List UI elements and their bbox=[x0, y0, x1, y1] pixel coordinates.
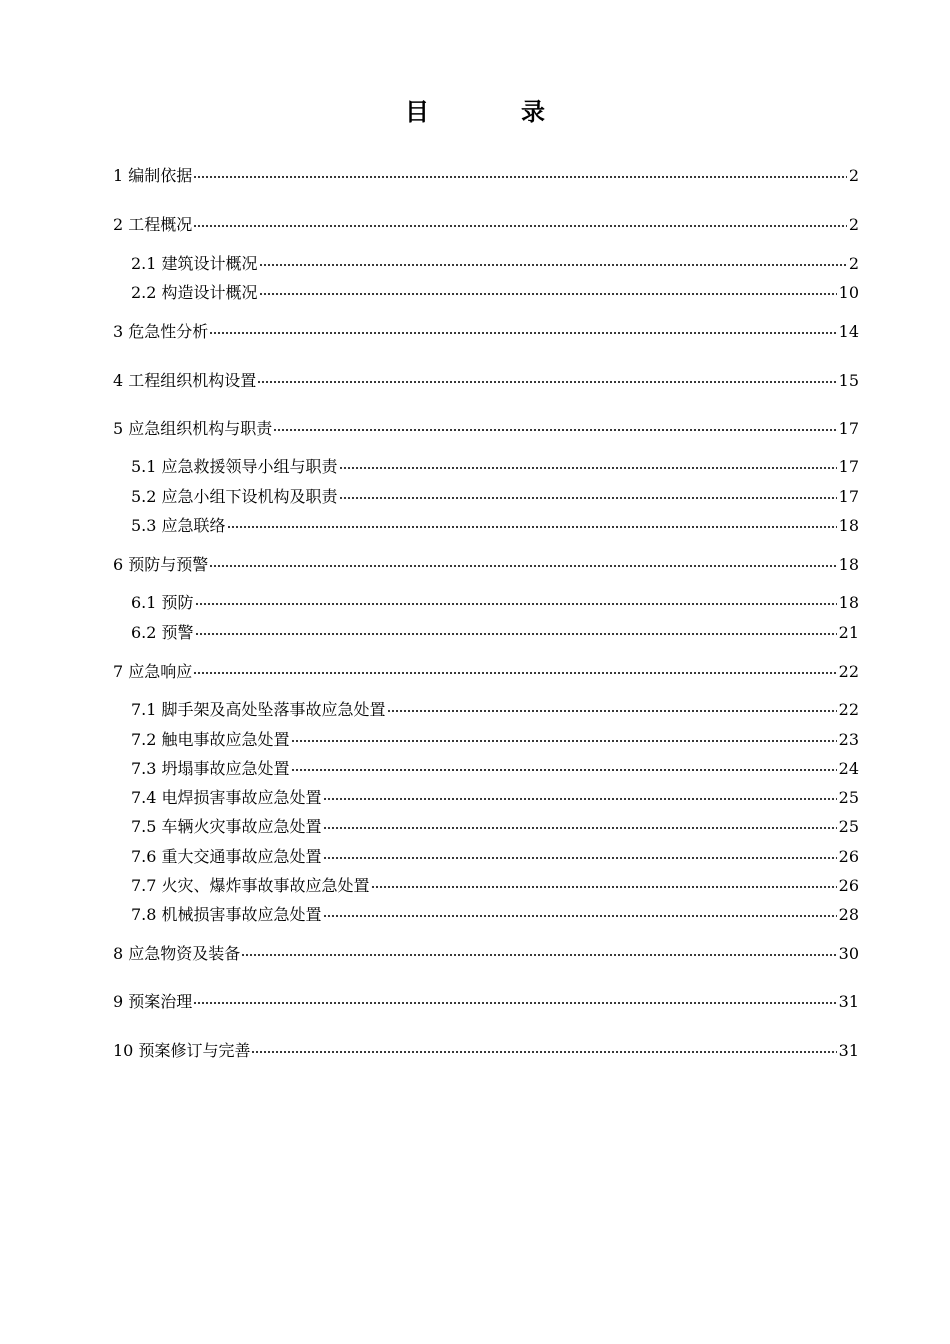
toc-entry-page: 17 bbox=[838, 457, 859, 476]
toc-entry-page: 10 bbox=[838, 283, 859, 302]
toc-entry-page: 31 bbox=[838, 992, 859, 1011]
toc-entry-label: 3 危急性分析 bbox=[113, 322, 209, 341]
toc-entry-4[interactable] bbox=[113, 364, 859, 390]
dot-leader bbox=[209, 315, 836, 337]
toc-entry-2[interactable] bbox=[113, 208, 859, 234]
dot-leader bbox=[339, 480, 837, 502]
dot-leader bbox=[323, 810, 837, 832]
toc-entry-2-2[interactable] bbox=[131, 276, 859, 302]
toc-entry-page: 2 bbox=[848, 215, 859, 234]
dot-leader bbox=[323, 898, 837, 920]
toc-entry-7-1[interactable] bbox=[131, 693, 859, 719]
toc-entry-3[interactable] bbox=[113, 315, 859, 341]
toc-entry-page: 2 bbox=[848, 166, 859, 185]
toc-entry-page: 26 bbox=[838, 876, 859, 895]
dot-leader bbox=[323, 781, 837, 803]
dot-leader bbox=[371, 869, 837, 891]
toc-entry-label: 2 工程概况 bbox=[113, 215, 193, 234]
dot-leader bbox=[291, 723, 837, 745]
toc-entry-page: 26 bbox=[838, 847, 859, 866]
toc-entry-7-2[interactable] bbox=[131, 723, 859, 749]
toc-entry-page: 22 bbox=[838, 700, 859, 719]
toc-entry-label: 4 工程组织机构设置 bbox=[113, 371, 257, 390]
dot-leader bbox=[195, 586, 837, 608]
dot-leader bbox=[323, 840, 837, 862]
toc-entry-label: 6.2 预警 bbox=[131, 623, 194, 642]
toc-entry-label: 6.1 预防 bbox=[131, 593, 194, 612]
dot-leader bbox=[193, 655, 836, 677]
dot-leader bbox=[273, 412, 836, 434]
toc-entry-7-6[interactable] bbox=[131, 840, 859, 866]
toc-entry-page: 24 bbox=[838, 759, 859, 778]
toc-entry-label: 1 编制依据 bbox=[113, 166, 193, 185]
toc-entry-label: 5 应急组织机构与职责 bbox=[113, 419, 273, 438]
toc-entry-page: 25 bbox=[838, 788, 859, 807]
toc-entry-page: 25 bbox=[838, 817, 859, 836]
toc-entry-7[interactable] bbox=[113, 655, 859, 681]
toc-entry-page: 2 bbox=[848, 254, 859, 273]
page-title: 目 录 bbox=[405, 98, 579, 126]
toc-entry-label: 7.2 触电事故应急处置 bbox=[131, 730, 290, 749]
toc-entry-6-1[interactable] bbox=[131, 586, 859, 612]
toc-entry-7-5[interactable] bbox=[131, 810, 859, 836]
dot-leader bbox=[251, 1034, 836, 1056]
toc-entry-page: 15 bbox=[838, 371, 859, 390]
toc-entry-label: 5.3 应急联络 bbox=[131, 516, 226, 535]
toc-entry-7-4[interactable] bbox=[131, 781, 859, 807]
toc-entry-page: 22 bbox=[838, 662, 859, 681]
toc-entry-6[interactable] bbox=[113, 548, 859, 574]
dot-leader bbox=[339, 450, 837, 472]
toc-entry-label: 7.5 车辆火灾事故应急处置 bbox=[131, 817, 322, 836]
dot-leader bbox=[241, 937, 836, 959]
toc-entry-page: 18 bbox=[838, 516, 859, 535]
dot-leader bbox=[257, 364, 836, 386]
dot-leader bbox=[227, 509, 837, 531]
toc-entry-7-7[interactable] bbox=[131, 869, 859, 895]
toc-entry-page: 17 bbox=[838, 487, 859, 506]
toc-entry-5-2[interactable] bbox=[131, 480, 859, 506]
toc-entry-8[interactable] bbox=[113, 937, 859, 963]
toc-entry-5-3[interactable] bbox=[131, 509, 859, 535]
toc-entry-label: 7.4 电焊损害事故应急处置 bbox=[131, 788, 322, 807]
toc-entry-label: 6 预防与预警 bbox=[113, 555, 209, 574]
dot-leader bbox=[387, 693, 837, 715]
toc-entry-7-3[interactable] bbox=[131, 752, 859, 778]
toc-entry-label: 7 应急响应 bbox=[113, 662, 193, 681]
toc-entry-label: 8 应急物资及装备 bbox=[113, 944, 241, 963]
toc-entry-1[interactable] bbox=[113, 159, 859, 185]
toc-entry-page: 28 bbox=[838, 905, 859, 924]
toc-entry-label: 9 预案治理 bbox=[113, 992, 193, 1011]
toc-entry-label: 2.1 建筑设计概况 bbox=[131, 254, 258, 273]
toc-entry-page: 31 bbox=[838, 1041, 859, 1060]
toc-entry-label: 7.6 重大交通事故应急处置 bbox=[131, 847, 322, 866]
dot-leader bbox=[291, 752, 837, 774]
dot-leader bbox=[193, 985, 836, 1007]
toc-entry-5-1[interactable] bbox=[131, 450, 859, 476]
toc-entry-2-1[interactable] bbox=[131, 247, 859, 273]
toc-entry-label: 10 预案修订与完善 bbox=[113, 1041, 251, 1060]
toc-entry-6-2[interactable] bbox=[131, 616, 859, 642]
toc-entry-page: 17 bbox=[838, 419, 859, 438]
toc-entry-page: 14 bbox=[838, 322, 859, 341]
dot-leader bbox=[259, 247, 847, 269]
toc-entry-5[interactable] bbox=[113, 412, 859, 438]
toc-entry-7-8[interactable] bbox=[131, 898, 859, 924]
toc-entry-page: 21 bbox=[838, 623, 859, 642]
dot-leader bbox=[209, 548, 836, 570]
dot-leader bbox=[195, 616, 837, 638]
dot-leader bbox=[193, 208, 847, 230]
dot-leader bbox=[259, 276, 837, 298]
toc-entry-label: 2.2 构造设计概况 bbox=[131, 283, 258, 302]
toc-entry-page: 18 bbox=[838, 555, 859, 574]
toc-entry-10[interactable] bbox=[113, 1034, 859, 1060]
toc-entry-label: 5.1 应急救援领导小组与职责 bbox=[131, 457, 338, 476]
toc-entry-page: 18 bbox=[838, 593, 859, 612]
toc-entry-page: 30 bbox=[838, 944, 859, 963]
toc-entry-label: 5.2 应急小组下设机构及职责 bbox=[131, 487, 338, 506]
toc-entry-label: 7.1 脚手架及高处坠落事故应急处置 bbox=[131, 700, 386, 719]
toc-entry-9[interactable] bbox=[113, 985, 859, 1011]
toc-entry-label: 7.7 火灾、爆炸事故事故应急处置 bbox=[131, 876, 370, 895]
toc-entry-page: 23 bbox=[838, 730, 859, 749]
dot-leader bbox=[193, 159, 847, 181]
toc-entry-label: 7.8 机械损害事故应急处置 bbox=[131, 905, 322, 924]
toc-entry-label: 7.3 坍塌事故应急处置 bbox=[131, 759, 290, 778]
